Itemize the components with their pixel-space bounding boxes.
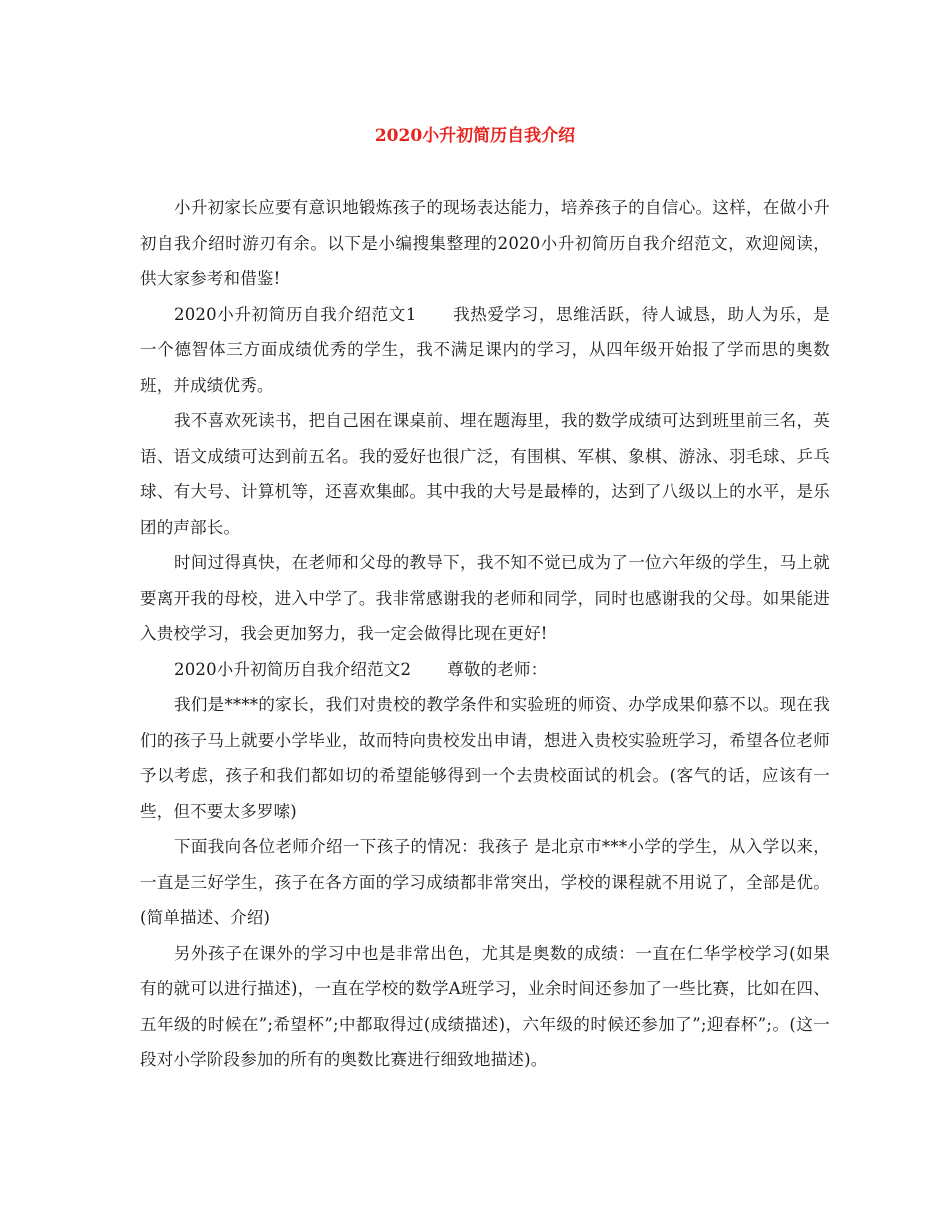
- paragraph-text: 另外孩子在课外的学习中也是非常出色，尤其是奥数的成绩：一直在仁华学校学习(如果有的就可以进行描述)，一直在学校的数学A班学习，业余时间还参加了一些比赛，比如在四、五年级的时候在”;希望杯”;中都取得过(成绩描述)，六年级的时候还参加了”;迎春杯”;。(这一段对小学阶段参加的所有的奥数比赛进行细致地描述)。: [140, 943, 830, 1069]
- paragraph-math-competitions: [140, 936, 830, 1078]
- paragraph-gratitude: [140, 545, 830, 652]
- document-title: 2020小升初简历自我介绍: [374, 126, 576, 146]
- paragraph-text: 我热爱学习，思维活跃，待人诚恳，助人为乐，是一个德智体三方面成绩优秀的学生，我不满足课内的学习，从四年级开始报了学而思的奥数班，并成绩优秀。: [140, 304, 830, 395]
- paragraph-text: 下面我向各位老师介绍一下孩子的情况：我孩子 是北京市***小学的学生，从入学以来，一直是三好学生，孩子在各方面的学习成绩都非常突出，学校的课程就不用说了，全部是优。(简单描述、介绍): [140, 837, 830, 927]
- paragraph-child-info: [140, 829, 830, 936]
- paragraph-text: 尊敬的老师：: [447, 659, 548, 679]
- paragraph-text: 小升初家长应要有意识地锻炼孩子的现场表达能力，培养孩子的自信心。这样，在做小升初自我介绍时游刃有余。以下是小编搜集整理的2020小升初简历自我介绍范文，欢迎阅读，供大家参考和借鉴!: [140, 198, 830, 288]
- paragraph-intro: [140, 190, 830, 297]
- paragraph-sample-1: [140, 297, 830, 404]
- section-heading: 2020小升初简历自我介绍范文1: [174, 304, 417, 324]
- document-body: [140, 190, 830, 1078]
- section-heading: 2020小升初简历自我介绍范文2: [174, 659, 412, 679]
- paragraph-text: 时间过得真快，在老师和父母的教导下，我不知不觉已成为了一位六年级的学生，马上就要离开我的母校，进入中学了。我非常感谢我的老师和同学，同时也感谢我的父母。如果能进入贵校学习，我会更加努力，我一定会做得比现在更好!: [140, 553, 830, 643]
- paragraph-text: 我们是****的家长，我们对贵校的教学条件和实验班的师资、办学成果仰慕不以。现在我们的孩子马上就要小学毕业，故而特向贵校发出申请，想进入贵校实验班学习，希望各位老师予以考虑，孩子和我们都如切的希望能够得到一个去贵校面试的机会。(客气的话，应该有一些，但不要太多罗嗦): [140, 695, 830, 821]
- paragraph-text: 我不喜欢死读书，把自己困在课桌前、埋在题海里，我的数学成绩可达到班里前三名，英语、语文成绩可达到前五名。我的爱好也很广泛，有围棋、军棋、象棋、游泳、羽毛球、乒乓球、有大号、计算机等，还喜欢集邮。其中我的大号是最棒的，达到了八级以上的水平，是乐团的声部长。: [140, 411, 830, 537]
- paragraph-parents: [140, 687, 830, 829]
- paragraph-sample-2: [140, 652, 830, 688]
- paragraph-hobbies: [140, 403, 830, 545]
